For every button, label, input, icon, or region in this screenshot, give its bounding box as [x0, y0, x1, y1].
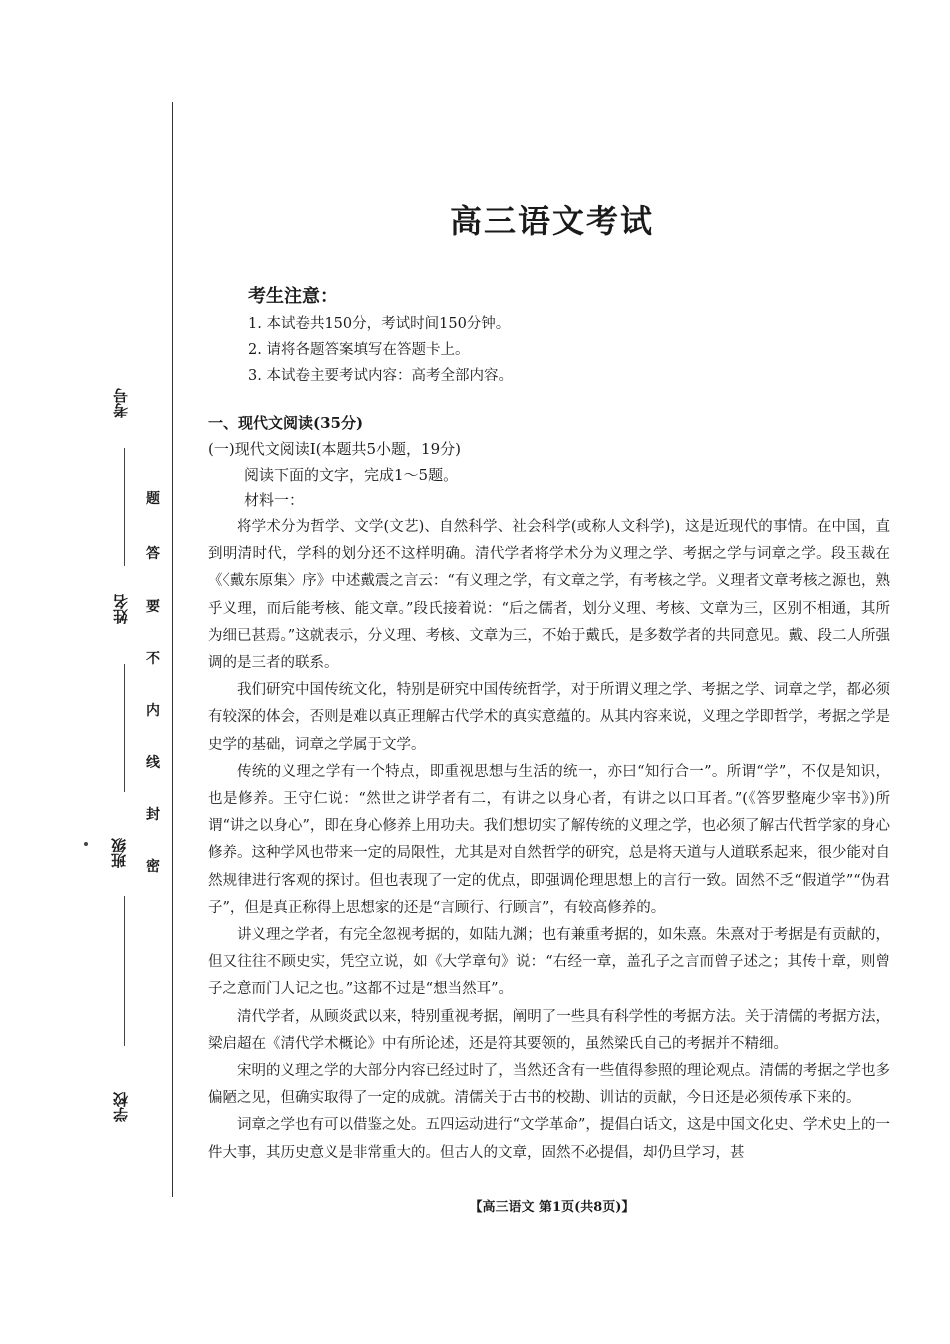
page-footer: 【高三语文 第1页(共8页)】: [469, 1200, 635, 1215]
notice-heading: 考生注意：: [248, 286, 338, 307]
seal-char: 密: [146, 859, 160, 875]
seal-char: 答: [146, 546, 160, 562]
seal-char: 不: [146, 651, 160, 667]
seal-char: 题: [146, 491, 160, 507]
section-heading: 一、现代文阅读(35分): [208, 414, 364, 432]
material-label: 材料一：: [244, 491, 305, 509]
subsection-heading: (一)现代文阅读Ⅰ(本题共5小题，19分): [208, 440, 461, 458]
passage-paragraph: 清代学者，从顾炎武以来，特别重视考据，阐明了一些具有科学性的考据方法。关于清儒的考据方法，梁启超在《清代学术概论》中有所论述，还是符其要领的，虽然梁氏自己的考据并不精细。: [208, 1008, 890, 1052]
exam-no-label: 考号: [112, 388, 130, 418]
seal-line: [172, 102, 173, 1197]
page-title: 高三语文考试: [449, 202, 654, 240]
passage-paragraph: 传统的义理之学有一个特点，即重视思想与生活的统一，亦曰“知行合一”。所谓“学”，不仅是知识，也是修养。王守仁说：“然世之讲学者有二，有讲之以身心者，有讲之以口耳者。”(《答罗整庵少宰书》)所谓“讲之以身心”，即在身心修养上用功夫。我们想切实了解传统的义理之学，也必须了解古代哲学家的身心修养。这种学风也带来一定的局限性，尤其是对自然哲学的研究，总是将天道与人道联系起来，很少能对自然规律进行客观的探讨。但也表现了一定的优点，即强调伦理思想上的言行一致。固然不乏“假道学”“伪君子”，但是真正称得上思想家的还是“言顾行、行顾言”，有较高修养的。: [208, 763, 890, 916]
reading-instruction: 阅读下面的文字，完成1～5题。: [244, 466, 459, 484]
passage-paragraph: 将学术分为哲学、文学(文艺)、自然科学、社会科学(或称人文科学)，这是近现代的事情。在中国，直到明清时代，学科的划分还不这样明确。清代学者将学术分为义理之学、考据之学与词章之学。段玉裁在《〈戴东原集〉序》中述戴震之言云：“有义理之学，有文章之学，有考核之学。义理者文章考核之源也，熟乎义理，而后能考核、能文章。”段氏接着说：“后之儒者，划分义理、考核、文章为三，区别不相通，其所为细已甚焉。”这就表示，分义理、考核、文章为三，不始于戴氏，是多数学者的共同意见。戴、段二人所强调的是三者的联系。: [208, 519, 890, 672]
passage-paragraph: 宋明的义理之学的大部分内容已经过时了，当然还含有一些值得参照的理论观点。清儒的考据之学也多偏陋之见，但确实取得了一定的成就。清儒关于古书的校勘、训诂的贡献，今日还是必须传承下来的。: [208, 1063, 890, 1107]
passage-paragraph: 讲义理之学者，有完全忽视考据的，如陆九渊；也有兼重考据的，如朱熹。朱熹对于考据是有贡献的，但又往往不顾史实，凭空立说，如《大学章句》说：“右经一章，盖孔子之言而曾子述之；其传十章，则曾子之意而门人记之也。”这都不过是“想当然耳”。: [208, 927, 890, 998]
notice-item: 2. 请将各题答案填写在答题卡上。: [248, 342, 470, 358]
seal-char: 内: [146, 703, 160, 719]
name-blank: [124, 664, 125, 792]
margin-dot: [84, 842, 88, 846]
school-label: 学校: [112, 1092, 130, 1122]
reading-passage: [208, 514, 890, 1167]
seal-char: 线: [146, 755, 160, 771]
notice-item: 1. 本试卷共150分，考试时间150分钟。: [248, 316, 511, 332]
class-label: 班级: [110, 838, 128, 868]
binding-margin: [0, 0, 172, 1344]
notice-item: 3. 本试卷主要考试内容：高考全部内容。: [248, 368, 513, 384]
seal-char: 要: [146, 599, 160, 615]
seal-char: 封: [146, 807, 160, 823]
name-label: 姓名: [112, 594, 130, 624]
passage-paragraph: 词章之学也有可以借鉴之处。五四运动进行“文学革命”，提倡白话文，这是中国文化史、学术史上的一件大事，其历史意义是非常重大的。但古人的文章，固然不必提倡，却仍旦学习，甚: [208, 1117, 890, 1161]
passage-paragraph: 我们研究中国传统文化，特别是研究中国传统哲学，对于所谓义理之学、考据之学、词章之学，都必须有较深的体会，否则是难以真正理解古代学术的真实意蕴的。从其内容来说，义理之学即哲学，考据之学是史学的基础，词章之学属于文学。: [208, 682, 890, 753]
class-blank: [124, 896, 125, 1046]
exam-no-blank: [124, 448, 125, 566]
